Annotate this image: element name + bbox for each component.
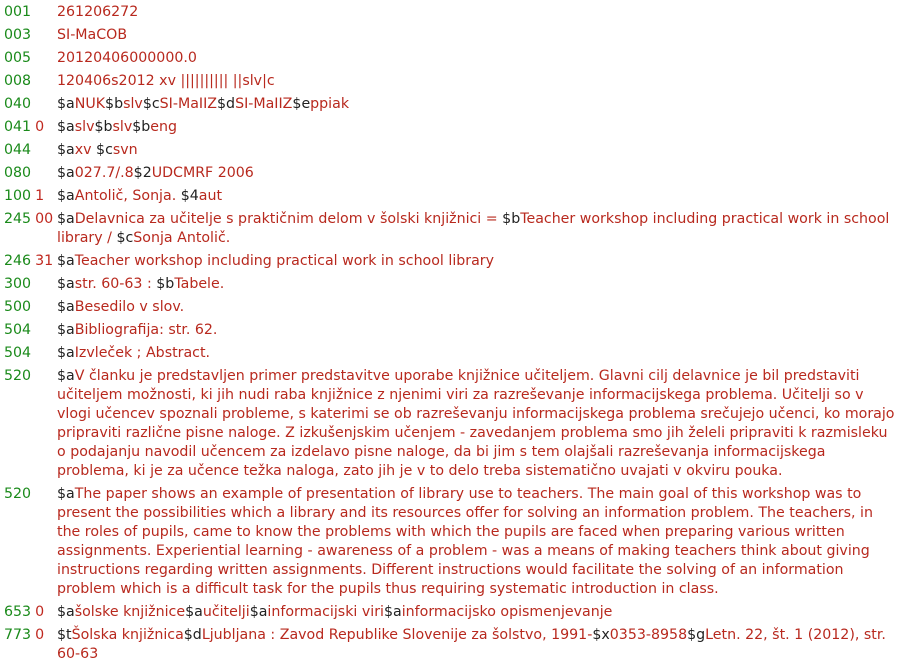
subfield-text: Ljubljana : Zavod Republike Slovenije za šolstvo, 1991-	[201, 627, 593, 643]
subfield-delimiter: $c	[116, 230, 134, 246]
subfield-text: Delavnica za učitelje s praktičnim delom v šolski knjižnici =	[74, 211, 503, 227]
subfield-text: informacijsko opismenjevanje	[401, 604, 613, 620]
subfield-text: V članku je predstavljen primer predstavitve uporabe knjižnice učiteljem. Glavni cilj delavnice je bil predstaviti učiteljem možnosti, ki jih nudi raba knjižnice z njenimi viri za razreševanje informacijskega problema. Učitelji so v vlogi učencev spoznali probleme, s katerimi se ob razreševanju informacijskega problema srečujejo učenci, ko morajo pripraviti različne pisne naloge. Z izkušenjskim učenjem - zavedanjem problema smo jih želeli pripraviti k razmisleku o podajanju navodil učencem za izdelavo pisne naloge, da bi jim s tem olajšali razreševanja informacijskega problema, ki je za učence težka naloga, zato jih je v to delo treba sistematično uvajati v okviru pouka.	[57, 368, 895, 479]
marc-field-520	[0, 485, 900, 599]
marc-field-246	[0, 252, 900, 271]
subfield-code: b	[141, 119, 151, 135]
subfield-text: šolske knjižnice	[74, 604, 186, 620]
field-content	[57, 26, 900, 45]
field-content	[57, 298, 900, 317]
marc-field-773	[0, 626, 900, 664]
subfield-code: a	[66, 322, 75, 338]
subfield-text: 027.7/.8	[74, 165, 134, 181]
field-content	[57, 252, 900, 271]
subfield-delimiter: $2	[133, 165, 152, 181]
subfield-text: Teacher workshop including practical work in school library /	[57, 211, 890, 246]
subfield-delimiter: $a	[57, 211, 75, 227]
subfield-delimiter: $4	[180, 188, 199, 204]
field-tag-column	[0, 485, 57, 504]
field-tag-column	[0, 210, 57, 229]
field-tag: 040	[4, 96, 32, 112]
subfield-code: b	[103, 119, 113, 135]
subfield-delimiter: $d	[183, 627, 202, 643]
field-tag: 653	[4, 604, 32, 620]
subfield-delimiter: $a	[57, 96, 75, 112]
subfield-code: a	[66, 486, 75, 502]
subfield-code: 2	[142, 165, 152, 181]
field-content	[57, 321, 900, 340]
subfield-delimiter: $a	[57, 253, 75, 269]
subfield-text: aut	[198, 188, 223, 204]
subfield-code: c	[125, 230, 134, 246]
subfield-delimiter: $t	[57, 627, 72, 643]
marc-field-504	[0, 321, 900, 340]
subfield-text: Antolič, Sonja.	[74, 188, 181, 204]
subfield-text: Bibliografija: str. 62.	[74, 322, 218, 338]
subfield-delimiter: $a	[57, 119, 75, 135]
marc-field-003	[0, 26, 900, 45]
subfield-text: Izvleček ; Abstract.	[74, 345, 211, 361]
subfield-delimiter: $d	[217, 96, 236, 112]
subfield-text: eng	[150, 119, 178, 135]
subfield-delimiter: $a	[249, 604, 268, 620]
field-content	[57, 275, 900, 294]
field-tag: 246	[4, 253, 32, 269]
field-tag: 005	[4, 50, 32, 66]
marc-field-008	[0, 72, 900, 91]
subfield-code: a	[66, 276, 75, 292]
subfield-text: slv	[123, 96, 143, 112]
field-tag: 008	[4, 73, 32, 89]
subfield-code: a	[194, 604, 203, 620]
marc-field-041	[0, 118, 900, 137]
field-tag: 500	[4, 299, 32, 315]
field-tag-column	[0, 95, 57, 114]
field-indicator: 0	[35, 627, 45, 643]
field-tag-column	[0, 252, 57, 271]
field-tag: 504	[4, 345, 32, 361]
field-tag-column	[0, 187, 57, 206]
field-tag: 245	[4, 211, 32, 227]
field-tag: 041	[4, 119, 32, 135]
field-tag: 044	[4, 142, 32, 158]
field-content	[57, 95, 900, 114]
subfield-code: a	[66, 253, 75, 269]
field-tag-column	[0, 118, 57, 137]
marc-field-044	[0, 141, 900, 160]
field-tag: 300	[4, 276, 32, 292]
marc-field-100	[0, 187, 900, 206]
subfield-code: a	[66, 96, 75, 112]
marc-field-504	[0, 344, 900, 363]
marc-field-001	[0, 3, 900, 22]
subfield-text: Šolska knjižnica	[71, 627, 184, 643]
control-field-value: SI-MaCOB	[57, 27, 128, 43]
subfield-text: ppiak	[310, 96, 350, 112]
subfield-delimiter: $a	[57, 345, 75, 361]
marc-field-520	[0, 367, 900, 481]
field-content	[57, 603, 900, 622]
field-tag-column	[0, 3, 57, 22]
subfield-delimiter: $a	[57, 322, 75, 338]
subfield-text: slv	[74, 119, 95, 135]
subfield-text: UDCMRF 2006	[151, 165, 254, 181]
subfield-text: SI-MaIIZ	[159, 96, 218, 112]
subfield-code: c	[151, 96, 160, 112]
subfield-text: xv	[74, 142, 97, 158]
subfield-code: 4	[189, 188, 199, 204]
subfield-delimiter: $a	[57, 368, 75, 384]
subfield-delimiter: $b	[502, 211, 521, 227]
subfield-code: e	[301, 96, 311, 112]
subfield-text: str. 60-63 :	[74, 276, 157, 292]
field-content	[57, 187, 900, 206]
field-tag-column	[0, 26, 57, 45]
marc-field-245	[0, 210, 900, 248]
field-tag-column	[0, 275, 57, 294]
field-content	[57, 485, 900, 599]
subfield-delimiter: $a	[383, 604, 402, 620]
subfield-code: a	[66, 142, 75, 158]
field-tag: 001	[4, 4, 32, 20]
subfield-delimiter: $a	[57, 486, 75, 502]
control-field-value: 261206272	[57, 4, 139, 20]
subfield-text: NUK	[74, 96, 106, 112]
subfield-code: b	[511, 211, 521, 227]
subfield-text: slv	[112, 119, 133, 135]
marc-field-040	[0, 95, 900, 114]
subfield-code: x	[601, 627, 610, 643]
subfield-delimiter: $e	[292, 96, 311, 112]
subfield-code: a	[66, 165, 75, 181]
control-field-value: 120406s2012 xv |||||||||| ||slv|c	[57, 73, 275, 89]
subfield-code: d	[226, 96, 236, 112]
field-content	[57, 344, 900, 363]
subfield-text: Letn. 22, št. 1 (2012), str. 60-63	[57, 627, 886, 662]
subfield-delimiter: $b	[94, 119, 113, 135]
subfield-text: Teacher workshop including practical work in school library	[74, 253, 495, 269]
field-tag: 773	[4, 627, 32, 643]
subfield-delimiter: $b	[156, 276, 175, 292]
field-content	[57, 3, 900, 22]
marc-field-500	[0, 298, 900, 317]
marc-field-653	[0, 603, 900, 622]
subfield-code: a	[66, 211, 75, 227]
marc-field-080	[0, 164, 900, 183]
subfield-code: b	[165, 276, 175, 292]
subfield-code: b	[114, 96, 124, 112]
field-tag-column	[0, 321, 57, 340]
subfield-delimiter: $b	[105, 96, 124, 112]
field-content	[57, 210, 900, 248]
subfield-delimiter: $g	[687, 627, 706, 643]
subfield-code: a	[66, 604, 75, 620]
subfield-text: The paper shows an example of presentation of library use to teachers. The main goal of this workshop was to present the possibilities which a library and its resources offer for solving an information problem. The teachers, in the roles of pupils, came to know the problems with which the pupils are faced when preparing various written assignments. Experiential learning - awareness of a problem - was a means of making teachers think about giving instructions regarding written assignments. Different instructions would facilitate the solving of an information problem which is a difficult task for the pupils thus requiring systematic introduction in class.	[57, 486, 873, 597]
subfield-text: Besedilo v slov.	[74, 299, 185, 315]
marc-field-005	[0, 49, 900, 68]
field-content	[57, 164, 900, 183]
field-indicator: 1	[35, 188, 45, 204]
marc-field-300	[0, 275, 900, 294]
field-content	[57, 49, 900, 68]
subfield-delimiter: $a	[57, 276, 75, 292]
field-tag: 504	[4, 322, 32, 338]
subfield-delimiter: $a	[57, 188, 75, 204]
field-tag-column	[0, 603, 57, 622]
subfield-code: a	[66, 299, 75, 315]
subfield-code: a	[258, 604, 268, 620]
subfield-code: a	[66, 119, 75, 135]
subfield-code: g	[696, 627, 706, 643]
field-tag-column	[0, 72, 57, 91]
field-indicator: 00	[35, 211, 54, 227]
field-indicator: 31	[35, 253, 54, 269]
field-tag-column	[0, 164, 57, 183]
field-tag: 520	[4, 486, 32, 502]
subfield-text: informacijski viri	[267, 604, 384, 620]
subfield-delimiter: $c	[142, 96, 160, 112]
subfield-delimiter: $x	[592, 627, 610, 643]
subfield-delimiter: $a	[57, 165, 75, 181]
subfield-text: učitelji	[202, 604, 250, 620]
subfield-delimiter: $a	[57, 142, 75, 158]
field-indicator: 0	[35, 604, 45, 620]
subfield-delimiter: $a	[57, 299, 75, 315]
subfield-delimiter: $b	[132, 119, 151, 135]
field-tag-column	[0, 344, 57, 363]
field-tag-column	[0, 49, 57, 68]
field-tag-column	[0, 141, 57, 160]
field-tag-column	[0, 367, 57, 386]
field-content	[57, 72, 900, 91]
subfield-code: c	[105, 142, 113, 158]
subfield-text: svn	[112, 142, 138, 158]
subfield-delimiter: $c	[96, 142, 113, 158]
field-tag: 080	[4, 165, 32, 181]
control-field-value: 20120406000000.0	[57, 50, 197, 66]
subfield-code: a	[66, 188, 75, 204]
subfield-code: t	[66, 627, 72, 643]
subfield-delimiter: $a	[185, 604, 203, 620]
subfield-delimiter: $a	[57, 604, 75, 620]
subfield-text: 0353-8958	[609, 627, 688, 643]
field-content	[57, 118, 900, 137]
field-tag: 520	[4, 368, 32, 384]
field-tag: 003	[4, 27, 32, 43]
subfield-code: a	[393, 604, 402, 620]
subfield-code: a	[66, 368, 75, 384]
field-tag-column	[0, 298, 57, 317]
field-content	[57, 141, 900, 160]
subfield-text: SI-MaIIZ	[235, 96, 293, 112]
field-tag-column	[0, 626, 57, 645]
field-tag: 100	[4, 188, 32, 204]
field-content	[57, 626, 900, 664]
subfield-code: a	[66, 345, 75, 361]
field-content	[57, 367, 900, 481]
subfield-text: Tabele.	[174, 276, 225, 292]
field-indicator: 0	[35, 119, 45, 135]
subfield-code: d	[192, 627, 202, 643]
subfield-text: Sonja Antolič.	[133, 230, 231, 246]
